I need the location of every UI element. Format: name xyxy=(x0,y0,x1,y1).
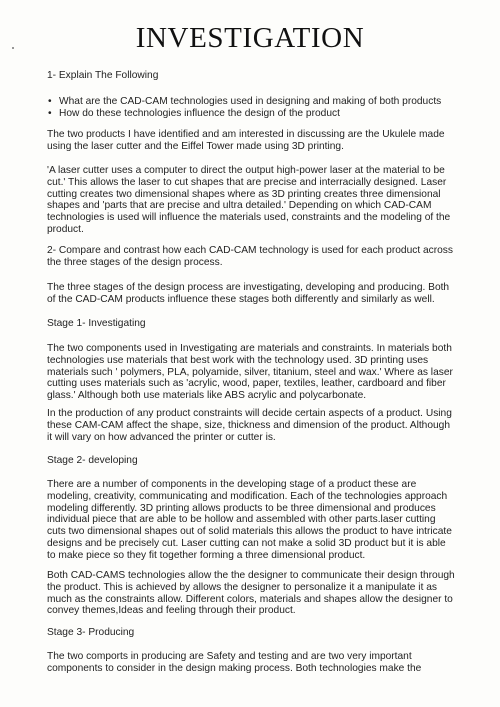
stage-3-heading: Stage 3- Producing xyxy=(47,627,135,638)
stage-1-heading: Stage 1- Investigating xyxy=(47,318,146,329)
list-item: • How do these technologies influence the design of the product xyxy=(47,108,467,120)
section-heading-2: 2- Compare and contrast how each CAD-CAM technology is used for each product across the three stages of the design process. xyxy=(47,245,453,268)
question-list xyxy=(47,96,467,120)
paragraph-laser-cutter: 'A laser cutter uses a computer to direct the output high-power laser at the material to be cut.' This allows the laser to cut shapes that are precise and interracially designed. Laser cutting creates two dimensional shapes where as 3D printing creates three dimensional shapes and 'parts that are precise and ultra detailed.' Depending on which CAD-CAM technologies is used will influence the materials used, constraints and the modeling of the product. xyxy=(47,165,451,235)
paragraph-producing: The two comports in producing are Safety and testing and are two very important components to consider in the design making process. Both technologies make the xyxy=(47,651,422,674)
paragraph-communicating: Both CAD-CAMS technologies allow the the designer to communicate their design through the product. This is achieved by allows the designer to personalize it a manipulate it as much as the constraints allow. Different colors, materials and shapes allow the designer to convey themes,Ideas and feeling through their product. xyxy=(47,570,455,617)
section-heading-1: 1- Explain The Following xyxy=(47,70,159,81)
paragraph-stages: The three stages of the design process are investigating, developing and producing. Both of the CAD-CAM products influence these stages both differently and similarly as well. xyxy=(47,282,450,305)
paragraph-constraints: In the production of any product constraints will decide certain aspects of a product. Using these CAM-CAM affect the shape, size, thickness and dimension of the product. Although it will vary on how advanced the printer or cutter is. xyxy=(47,408,452,443)
paragraph-products: The two products I have identified and am interested in discussing are the Ukulele made using the laser cutter and the Eiffel Tower made using 3D printing. xyxy=(47,129,445,152)
list-item: • What are the CAD-CAM technologies used in designing and making of both products xyxy=(47,96,467,108)
stage-2-heading: Stage 2- developing xyxy=(47,455,138,466)
page-title: INVESTIGATION xyxy=(135,22,365,54)
paragraph-materials: The two components used in Investigating are materials and constraints. In materials both technologies use materials that best work with the technology used. 3D printing uses materials such ' polymers, PLA, polyamide, silver, titanium, steel and wax.' Where as laser cutting uses materials such as 'acrylic, wood, paper, textiles, leather, cardboard and fiber glass.' Although both use materials like ABS acrylic and polycarbonate. xyxy=(47,343,453,402)
paragraph-developing: There are a number of components in the developing stage of a product these are modeling, creativity, communicating and modification. Each of the technologies approach modeling differently. 3D printing allows products to be three dimensional and produces individual piece that are able to be hollow and assembled with other parts.laser cutting cuts two dimensional shapes out of solid materials this allows the product to have intricate designs and be precisely cut. Laser cutting can not make a solid 3D product but it is able to make piece so they fit together forming a three dimensional product. xyxy=(47,479,452,561)
